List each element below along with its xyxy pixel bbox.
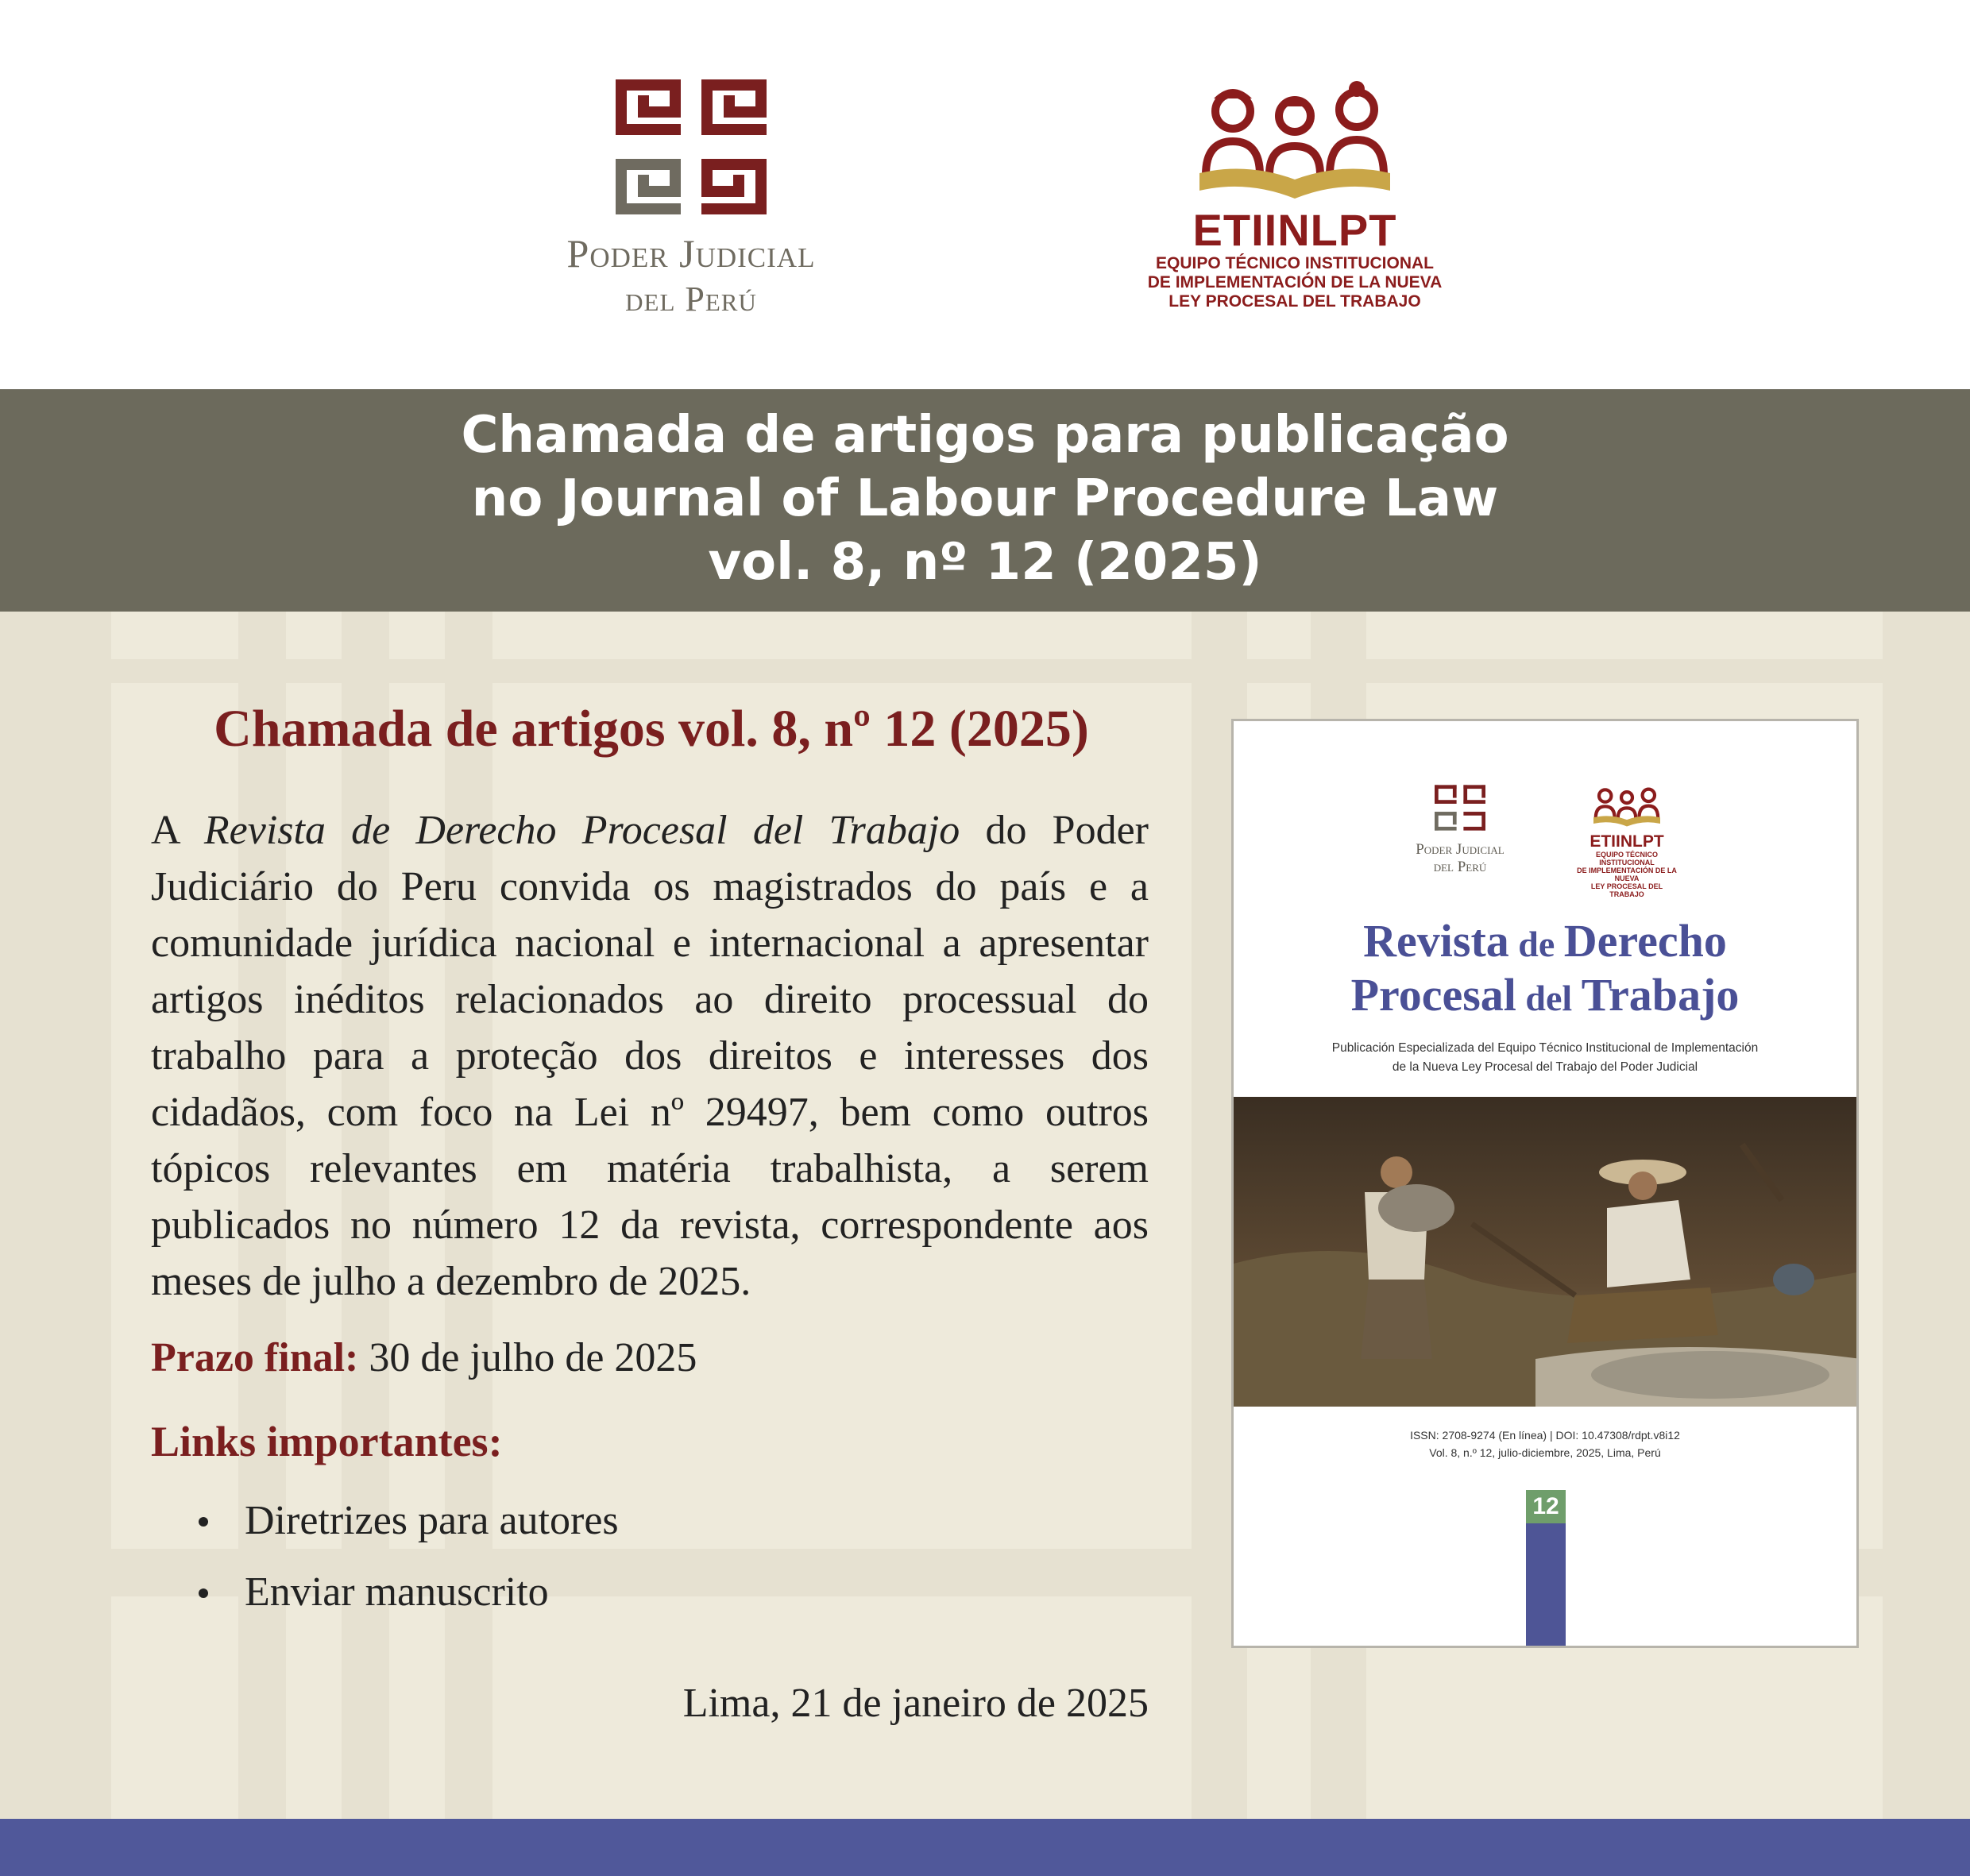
deadline-label: Prazo final: xyxy=(151,1335,359,1380)
pj-emblem-icon xyxy=(616,79,767,214)
bullet-icon xyxy=(199,1588,208,1598)
call-description xyxy=(151,802,1149,1310)
cover-etiinlpt-line3: LEY PROCESAL DEL TRABAJO xyxy=(1590,882,1663,898)
etiinlpt-line1: EQUIPO TÉCNICO INSTITUCIONAL xyxy=(1155,254,1434,272)
cover-title-w3: Derecho xyxy=(1563,915,1727,967)
cover-pj-line2: del Perú xyxy=(1433,859,1487,875)
para-part-1: A xyxy=(151,808,204,853)
title-banner xyxy=(0,389,1970,612)
link-author-guidelines[interactable] xyxy=(151,1493,619,1549)
cover-title-w1: Revista xyxy=(1363,915,1509,967)
banner-line-2: no Journal of Labour Procedure Law xyxy=(471,469,1499,528)
header xyxy=(0,0,1970,389)
etiinlpt-logo xyxy=(1144,79,1446,334)
cover-pj-line1: Poder Judicial xyxy=(1416,841,1505,858)
cover-issue-badge: 12 xyxy=(1526,1490,1566,1523)
cover-title-w6: Trabajo xyxy=(1581,969,1740,1021)
cover-vol-line: Vol. 8, n.º 12, julio-diciembre, 2025, Lima, Perú xyxy=(1429,1446,1661,1459)
link-label[interactable]: Enviar manuscrito xyxy=(245,1569,549,1615)
cover-pj-logo xyxy=(1396,785,1524,876)
cover-title-w5: del xyxy=(1516,978,1582,1018)
links-list xyxy=(151,1493,619,1636)
cover-pub-line1: Publicación Especializada del Equipo Técnico Institucional de Implementación xyxy=(1331,1041,1759,1055)
bullet-icon xyxy=(199,1517,208,1527)
footer-bar xyxy=(0,1819,1970,1876)
journal-name: Revista de Derecho Procesal del Trabajo xyxy=(203,808,960,853)
cover-etiinlpt-logo xyxy=(1575,785,1678,898)
cover-pub-line2: de la Nueva Ley Procesal del Trabajo del Poder Judicial xyxy=(1392,1060,1698,1074)
call-heading: Chamada de artigos vol. 8, nº 12 (2025) xyxy=(214,700,1089,758)
cover-etiinlpt-line2: DE IMPLEMENTACIÓN DE LA NUEVA xyxy=(1577,867,1677,882)
pj-emblem-icon xyxy=(1435,785,1485,831)
cover-title-w2: de xyxy=(1508,924,1564,964)
etiinlpt-acronym: ETIINLPT xyxy=(1192,205,1397,255)
banner-line-1: Chamada de artigos para publicação xyxy=(461,406,1509,465)
cover-issn-line: ISSN: 2708-9274 (En línea) | DOI: 10.47308/rdpt.v8i12 xyxy=(1410,1429,1680,1442)
content-area xyxy=(0,612,1970,1819)
banner-line-3: vol. 8, nº 12 (2025) xyxy=(708,533,1262,592)
workers-book-icon xyxy=(1192,79,1398,207)
etiinlpt-line2: DE IMPLEMENTACIÓN DE LA NUEVA xyxy=(1147,273,1443,291)
cover-issn-info xyxy=(1234,1426,1856,1461)
cover-painting-stonebreakers xyxy=(1234,1097,1859,1407)
poder-judicial-logo xyxy=(516,79,866,334)
journal-cover xyxy=(1231,719,1859,1648)
links-title: Links importantes: xyxy=(151,1418,503,1465)
cover-title xyxy=(1234,916,1856,1024)
place-date: Lima, 21 de janeiro de 2025 xyxy=(682,1681,1149,1726)
cover-publication-note xyxy=(1234,1039,1856,1077)
pj-name-line2: del Perú xyxy=(625,280,757,318)
cover-title-w4: Procesal xyxy=(1350,969,1516,1021)
link-submit-manuscript[interactable] xyxy=(151,1565,619,1620)
link-label[interactable]: Diretrizes para autores xyxy=(245,1498,619,1543)
para-part-2: do Poder Judiciário do Peru convida os magistrados do país e a comunidade jurídica nacional e internacional a apresentar artigos inéditos relacionados ao direito processual do trabalho para a proteção dos direitos e interesses dos cidadãos, com foco na Lei nº 29497, bem como outros tópicos relevantes em matéria trabalhista, a serem publicados no número 12 da revista, correspondente aos meses de julho a dezembro de 2025. xyxy=(151,808,1149,1304)
deadline-value: 30 de julho de 2025 xyxy=(358,1335,697,1380)
pj-name-line1: Poder Judicial xyxy=(566,231,816,276)
cover-color-strip xyxy=(1526,1523,1566,1648)
cover-etiinlpt-acronym: ETIINLPT xyxy=(1590,832,1664,851)
workers-book-icon xyxy=(1589,785,1665,829)
cover-etiinlpt-line1: EQUIPO TÉCNICO INSTITUCIONAL xyxy=(1595,851,1658,867)
deadline xyxy=(151,1330,697,1386)
etiinlpt-line3: LEY PROCESAL DEL TRABAJO xyxy=(1168,292,1421,311)
